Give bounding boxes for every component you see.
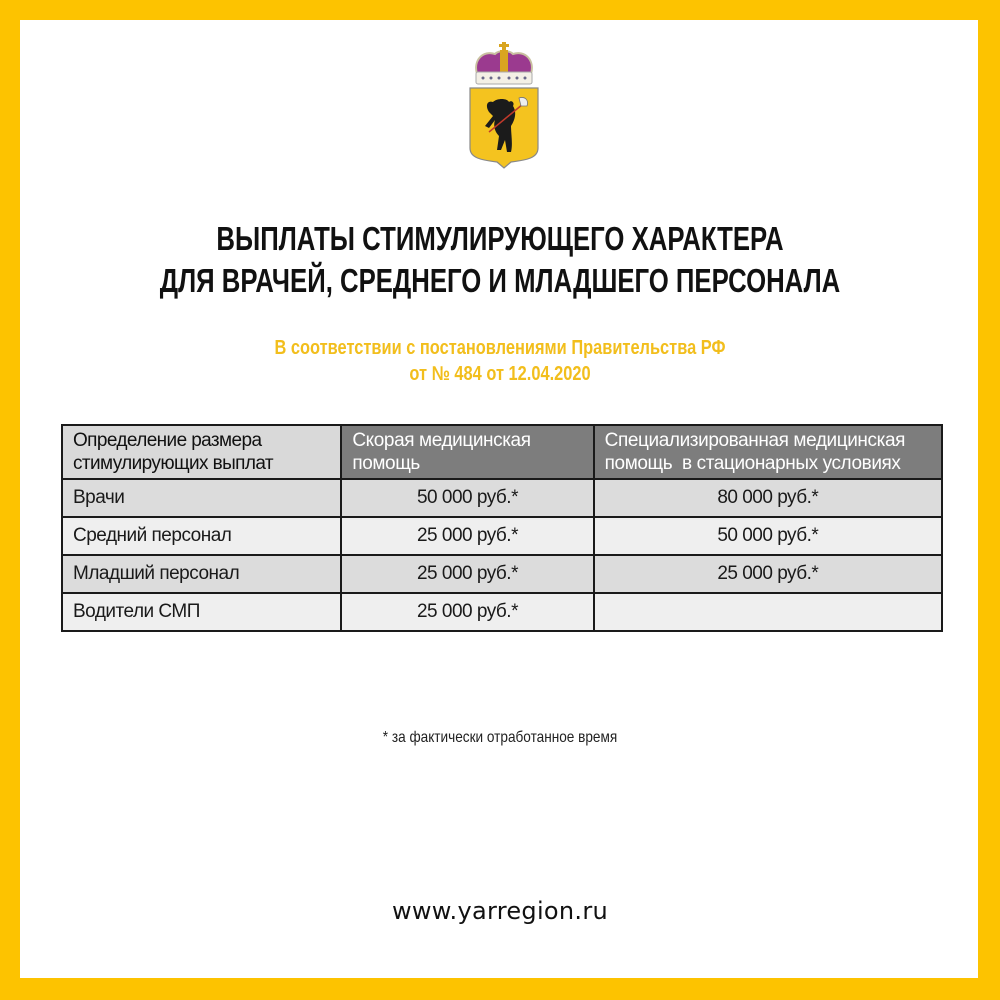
ambulance-value: 25 000 руб.*	[341, 593, 593, 631]
ambulance-value: 50 000 руб.*	[341, 479, 593, 517]
header-category-line-1: Определение размера	[73, 430, 262, 451]
shield-icon	[470, 88, 538, 168]
ambulance-value: 25 000 руб.*	[341, 517, 593, 555]
title-line-2: ДЛЯ ВРАЧЕЙ, СРЕДНЕГО И МЛАДШЕГО ПЕРСОНАЛА	[159, 262, 841, 299]
header-category-line-2: стимулирующих выплат	[73, 453, 273, 474]
website-link[interactable]: www.yarregion.ru	[391, 897, 609, 925]
header-category	[62, 425, 341, 479]
ambulance-value: 25 000 руб.*	[341, 555, 593, 593]
row-label: Младший персонал	[62, 555, 341, 593]
header-hospital	[594, 425, 942, 479]
coat-of-arms-icon	[467, 40, 541, 170]
header-ambulance-line-1: Скорая медицинская	[352, 430, 531, 451]
row-label: Водители СМП	[62, 593, 341, 631]
footnote: * за фактически отработанное время	[382, 729, 618, 746]
crown-icon	[476, 42, 532, 84]
header-hospital-line-2: помощь в стационарных условиях	[604, 453, 901, 474]
payments-table	[61, 424, 943, 632]
title-line-1: ВЫПЛАТЫ СТИМУЛИРУЮЩЕГО ХАРАКТЕРА	[216, 220, 784, 257]
hospital-value: 25 000 руб.*	[594, 555, 942, 593]
hospital-value: 50 000 руб.*	[594, 517, 942, 555]
row-label: Средний персонал	[62, 517, 341, 555]
header-hospital-line-1: Специализированная медицинская	[604, 430, 906, 451]
row-label: Врачи	[62, 479, 341, 517]
table-header-row	[62, 425, 942, 479]
table-row	[62, 593, 942, 631]
subtitle-line-1: В соответствии с постановлениями Правительства РФ	[274, 337, 726, 359]
subtitle-line-2: от № 484 от 12.04.2020	[409, 363, 591, 385]
table-row	[62, 555, 942, 593]
table-row	[62, 479, 942, 517]
header-ambulance-line-2: помощь	[352, 453, 420, 474]
header-ambulance	[341, 425, 593, 479]
table-row	[62, 517, 942, 555]
hospital-value: 80 000 руб.*	[594, 479, 942, 517]
subtitle	[90, 335, 910, 387]
page-title	[110, 218, 890, 302]
hospital-value	[594, 593, 942, 631]
